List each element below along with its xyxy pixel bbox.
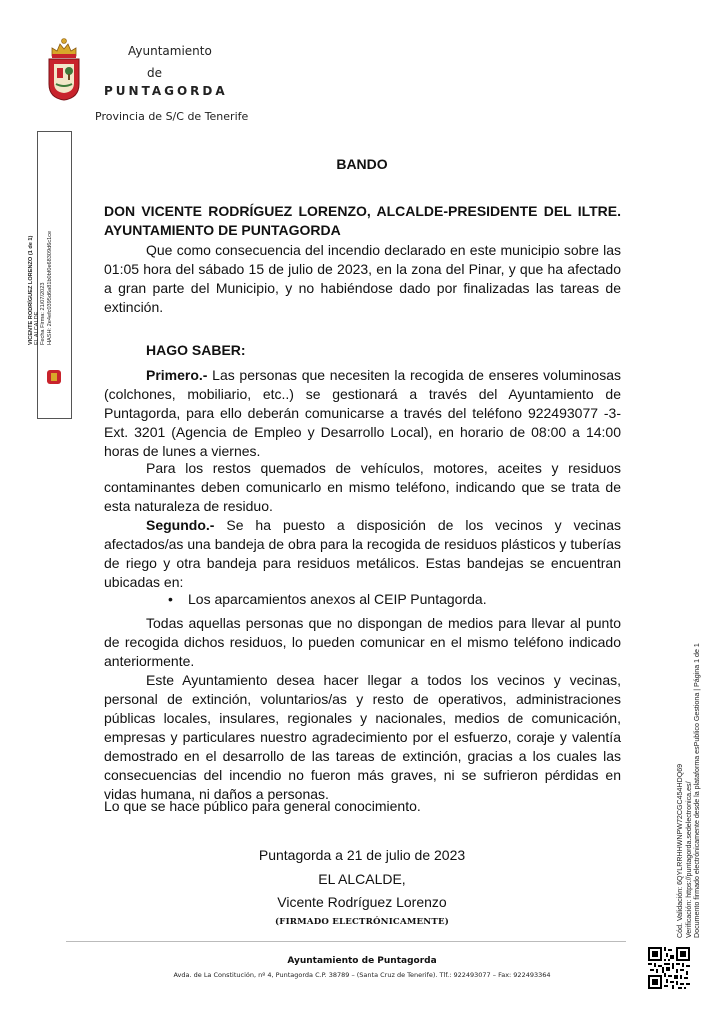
header-municipality-line2: de	[147, 66, 162, 80]
footer-name: Ayuntamiento de Puntagorda	[287, 956, 437, 966]
verification-text	[676, 628, 702, 938]
signer-role-line: EL ALCALDE	[34, 311, 41, 345]
mini-seal-icon	[44, 368, 64, 386]
coat-of-arms-logo	[44, 36, 84, 102]
hago-saber-heading: HAGO SABER:	[146, 342, 246, 358]
bullet-icon: •	[168, 591, 173, 607]
bullet-text: Los aparcamientos anexos al CEIP Puntagorda.	[188, 591, 487, 607]
header-municipality-name: PUNTAGORDA	[104, 84, 228, 98]
signature-hash-line: HASH: 2e4efc0395d6a81b0bf0e68309d6c1ce	[46, 230, 53, 345]
signature-date-line: Fecha Firma: 21/07/2023	[40, 282, 47, 345]
place-date: Puntagorda a 21 de julio de 2023	[258, 847, 466, 863]
header-province: Provincia de S/C de Tenerife	[95, 110, 249, 123]
verification-url: Verificación: https://puntagorda.sedelectronica.es/	[684, 781, 693, 938]
signer-line: VICENTE RODRÍGUEZ LORENZO (1 de 1)	[28, 235, 34, 345]
segundo-label: Segundo.-	[146, 517, 215, 533]
signed-platform-note: Documento firmado electrónicamente desde la plataforma esPublico Gestiona | Página 1 de 1	[693, 643, 702, 938]
agradecimiento-paragraph: Este Ayuntamiento desea hacer llegar a todos los vecinos y vecinas, personal de extinción, voluntarios/as y resto de operativos, administraciones públicas locales, insulares, regionales y nacionales, medios de comunicación, empresas y particulares nuestro agradecimiento por el esfuerzo, coraje y valentía demostrado en el desarrollo de las tareas de extinción, gracias a los cuales las consecuencias del incendio no fueron más graves, ni se sufrieron pérdidas en vidas humana, ni daños a personas.	[104, 672, 621, 802]
qr-code-icon	[648, 947, 690, 989]
signature-box-text	[28, 145, 53, 345]
primero-label: Primero.-	[146, 367, 208, 383]
restos-paragraph: Para los restos quemados de vehículos, motores, aceites y residuos contaminantes deben comunicarlo en mismo teléfono, indicando que se trata de esta naturaleza de residuo.	[104, 460, 621, 514]
segundo-text: Se ha puesto a disposición de los vecinos y vecinas afectados/as una bandeja de obra para la recogida de residuos plásticos y tuberías de riego y otra bandeja para residuos metálicos. Estas bandejas se encuentran ubicadas en:	[104, 517, 621, 590]
shield-icon	[49, 59, 79, 100]
electronic-signature-note: (FIRMADO ELECTRÓNICAMENTE)	[275, 917, 449, 927]
validation-code: Cód. Validación: 6QYLRRHHWNPW72CGC454HDQ69	[676, 763, 684, 938]
primero-text: Las personas que necesiten la recogida de enseres voluminosas (colchones, mobiliario, etc..) se gestionará a través del Ayuntamiento de Puntagorda, para ello deberán comunicarse a través del teléfono 922493077 -3- Ext. 3201 (Agencia de Empleo y Desarrollo Local), en horario de 08:00 a 14:00 horas de lunes a viernes.	[104, 367, 621, 459]
footer-divider	[66, 941, 626, 942]
primero-paragraph	[104, 366, 621, 461]
document-title: BANDO	[336, 156, 388, 172]
footer-address: Avda. de La Constitución, nº 4, Puntagorda C.P. 38789 – (Santa Cruz de Tenerife). Tlf.: 922493077 – Fax: 922493364	[173, 971, 551, 979]
intro-paragraph: Que como consecuencia del incendio declarado en este municipio sobre las 01:05 hora del sábado 15 de julio de 2023, en la zona del Pinar, y que ha afectado a gran parte del Municipio, y no habiéndose dado por finalizadas las tareas de extinción.	[104, 242, 621, 315]
segundo-paragraph	[104, 516, 621, 592]
closing-paragraph: Lo que se hace público para general conocimiento.	[104, 798, 421, 814]
header-municipality-line1: Ayuntamiento	[128, 44, 212, 58]
document-heading: DON VICENTE RODRÍGUEZ LORENZO, ALCALDE-PRESIDENTE DEL ILTRE. AYUNTAMIENTO DE PUNTAGORDA	[104, 203, 621, 238]
todas-paragraph: Todas aquellas personas que no dispongan de medios para llevar al punto de recogida dichos residuos, lo pueden comunicar en el mismo teléfono indicado anteriormente.	[104, 615, 621, 669]
crown-icon	[52, 39, 76, 59]
bullet-list-item	[168, 591, 487, 607]
signer-role: EL ALCALDE,	[318, 871, 406, 887]
signer-name: Vicente Rodríguez Lorenzo	[277, 894, 447, 910]
